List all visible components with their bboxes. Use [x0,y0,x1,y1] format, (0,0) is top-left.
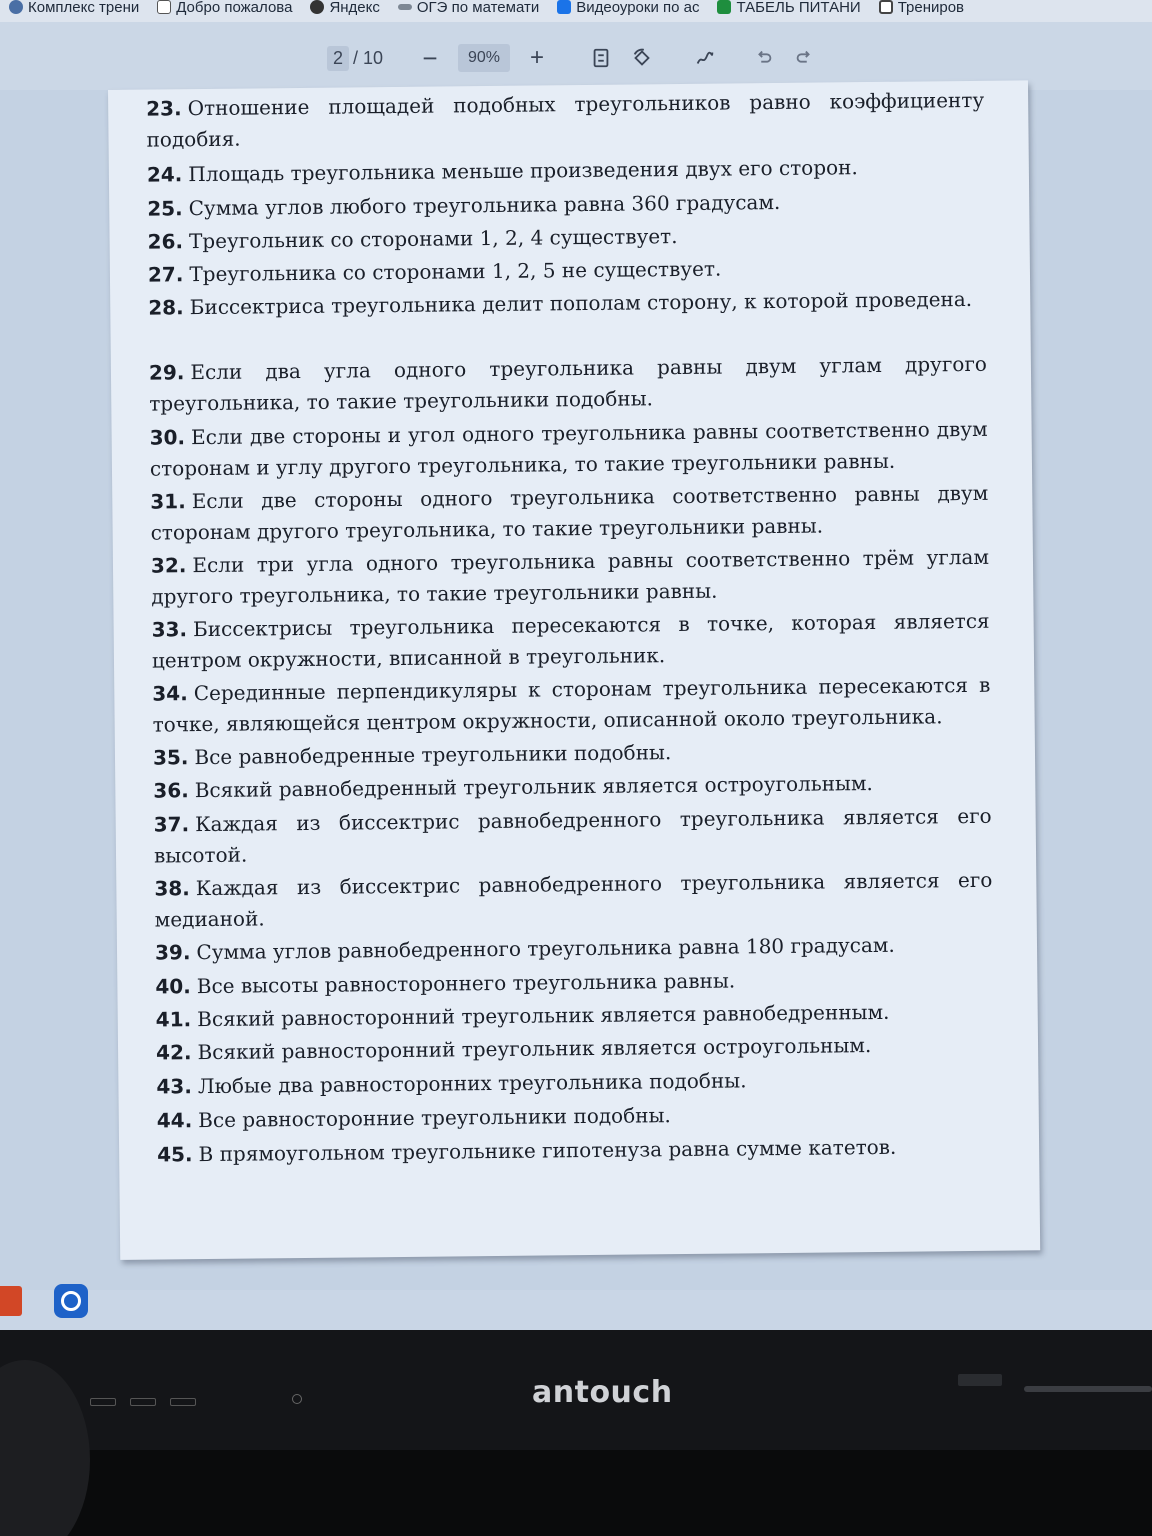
page-total: / 10 [352,47,384,68]
app-icon[interactable] [54,1284,88,1318]
list-item: 26. Треугольник со сторонами 1, 2, 4 существует. [147,224,678,254]
sheets-icon [717,0,731,14]
taskbar [0,1280,200,1324]
yandex-icon [310,0,324,14]
list-item: 24. Площадь треугольника меньше произведения двух его сторон. [146,155,858,187]
bezel-button[interactable] [90,1398,116,1406]
fit-page-icon [590,47,612,69]
fit-page-button[interactable] [588,44,614,72]
list-item: 39. Сумма углов равнобедренного треугольника равна 180 градусам. [154,932,895,965]
bookmark-label: ТАБЕЛЬ ПИТАНИ [736,0,861,16]
zoom-level[interactable]: 90% [458,44,510,72]
list-item: 31. Если две стороны одного треугольника соответственно равны двум сторонам другого треугольника, то такие треугольники равны. [150,480,989,545]
bookmark-label: Видеоуроки по ас [576,0,700,16]
list-item: 38. Каждая из биссектрис равнобедренного треугольника является его медианой. [154,867,993,932]
list-item: 43. Любые два равносторонних треугольника подобны. [156,1068,747,1099]
page-icon [157,0,171,14]
bookmark-label: Комплекс трени [28,0,140,16]
check-icon [557,0,571,14]
list-item: 45. В прямоугольном треугольнике гипотенуза равна сумме катетов. [157,1134,897,1167]
powerpoint-icon[interactable] [0,1286,22,1316]
list-item: 27. Треугольника со сторонами 1, 2, 5 не существует. [147,256,722,287]
list-item: 23. Отношение площадей подобных треугольников равно коэффициенту подобия. [146,87,985,152]
page-indicator[interactable] [320,44,390,72]
pdf-page [108,80,1040,1260]
list-item: 35. Все равнобедренные треугольники подобны. [152,740,672,770]
redo-button[interactable] [792,44,816,72]
annotate-button[interactable] [692,44,718,72]
draw-icon [694,47,716,69]
list-item: 41. Всякий равносторонний треугольник является равнобедренным. [155,999,890,1032]
bookmark-label: Добро пожалова [176,0,293,16]
bookmark-6[interactable] [708,0,869,18]
bezel-buttons [90,1398,196,1406]
ring-icon [61,1291,81,1311]
background [0,1450,1152,1536]
list-item: 29. Если два угла одного треугольника равны двум углам другого треугольника, то такие треугольники подобны. [148,351,988,416]
list-item: 44. Все равносторонние треугольники подобны. [156,1103,671,1133]
zoom-out-button[interactable]: − [422,42,438,73]
bookmark-2[interactable] [148,0,301,18]
list-item: 36. Всякий равнобедренный треугольник является остроугольным. [153,771,873,803]
list-item: 37. Каждая из биссектрис равнобедренного треугольника является его высотой. [153,803,992,868]
bookmark-7[interactable] [870,0,973,18]
bookmark-3[interactable] [301,0,388,18]
bookmark-1[interactable] [0,0,148,18]
bookmark-label: Яндекс [329,0,380,16]
bookmark-4[interactable] [389,0,548,18]
bookmark-label: Трениров [897,0,965,16]
rotate-icon [631,47,653,69]
list-icon [398,4,412,10]
bezel-button[interactable] [130,1398,156,1406]
redo-icon [793,47,815,69]
sensor-icon [292,1394,302,1404]
undo-button[interactable] [752,44,776,72]
list-item: 32. Если три угла одного треугольника равны соответственно трём углам другого треугольника, то такие треугольники равны. [150,544,990,609]
zoom-in-button[interactable]: + [529,44,544,71]
undo-icon [753,47,775,69]
page-current[interactable]: 2 [327,46,349,71]
bookmark-label: ОГЭ по математи [416,0,540,16]
brand-logo: antouch [532,1375,673,1410]
bezel-status-strip [1024,1386,1152,1392]
list-item: 25. Сумма углов любого треугольника равна 360 градусам. [147,189,781,221]
list-item: 42. Всякий равносторонний треугольник является остроугольным. [155,1033,872,1065]
grid-icon [879,0,893,14]
bezel-indicator [958,1374,1002,1386]
list-item: 30. Если две стороны и угол одного треугольника равны соответственно двум сторонам и углу другого треугольника, то такие треугольники равны. [149,416,988,481]
bookmark-5[interactable] [548,0,708,18]
rotate-button[interactable] [628,44,656,72]
globe-icon [9,0,23,14]
list-item: 28. Биссектриса треугольника делит пополам сторону, к которой проведена. [148,286,973,320]
list-item: 40. Все высоты равностороннего треугольника равны. [155,968,736,999]
bookmarks-bar [0,0,1152,22]
list-item: 33. Биссектрисы треугольника пересекаются в точке, которая является центром окружности, вписанной в треугольник. [151,608,990,673]
bezel-button[interactable] [170,1398,196,1406]
list-item: 34. Серединные перпендикуляры к сторонам треугольника пересекаются в точке, являющейся центром окружности, описанной около треугольника. [152,672,991,737]
